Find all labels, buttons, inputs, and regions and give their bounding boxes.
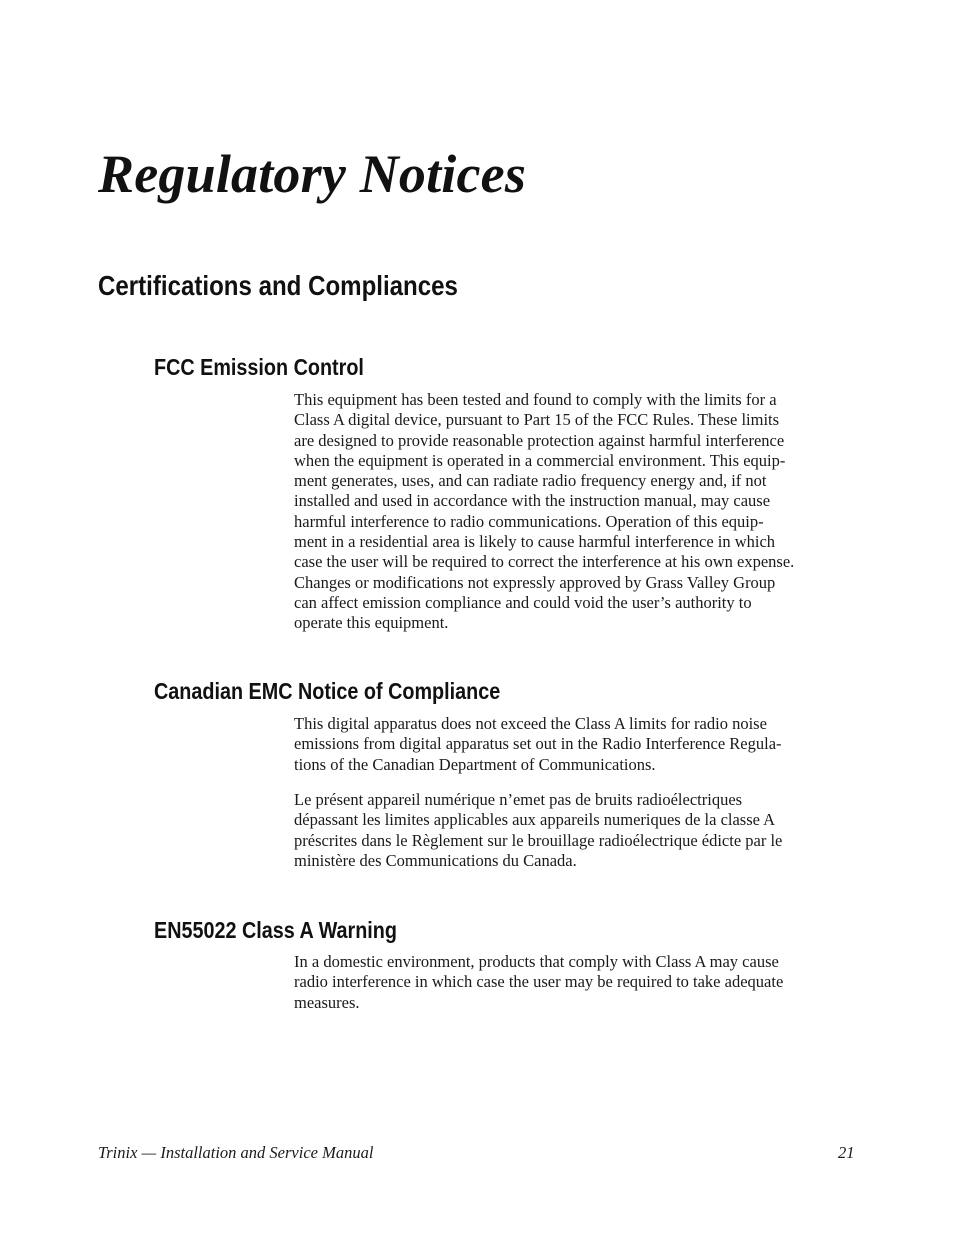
paragraph-line: emissions from digital apparatus set out in the Radio Interference Regula- bbox=[294, 734, 782, 754]
section-title: Certifications and Compliances bbox=[98, 270, 458, 301]
paragraph-line: tions of the Canadian Department of Communications. bbox=[294, 754, 656, 774]
paragraph-line: Le présent appareil numérique n’emet pas de bruits radioélectriques bbox=[294, 790, 743, 809]
paragraph-line: This digital apparatus does not exceed the Class A limits for radio noise bbox=[294, 714, 767, 733]
paragraph-line: Changes or modifications not expressly approved by Grass Valley Group bbox=[294, 572, 776, 592]
paragraph-line: installed and used in accordance with the instruction manual, may cause bbox=[294, 491, 771, 511]
paragraph-line: In a domestic environment, products that comply with Class A may cause bbox=[294, 952, 779, 971]
canadian-emc-heading: Canadian EMC Notice of Compliance bbox=[154, 678, 501, 704]
paragraph-line: dépassant les limites applicables aux appareils numeriques de la classe A bbox=[294, 810, 776, 830]
footer-page-number: 21 bbox=[838, 1143, 855, 1162]
paragraph-line: operate this equipment. bbox=[294, 613, 449, 633]
paragraph-line: ministère des Communications du Canada. bbox=[294, 850, 577, 870]
paragraph-line: préscrites dans le Règlement sur le brouillage radioélectrique édicte par le bbox=[294, 830, 783, 850]
paragraph-line: measures. bbox=[294, 992, 360, 1012]
footer-manual-title: Trinix — Installation and Service Manual bbox=[98, 1143, 374, 1162]
en55022-heading: EN55022 Class A Warning bbox=[154, 917, 397, 943]
paragraph-line: case the user will be required to correct the interference at his own expense. bbox=[294, 552, 795, 572]
canadian-french-paragraph bbox=[294, 790, 874, 871]
en55022-paragraph bbox=[294, 952, 874, 1013]
paragraph-line: harmful interference to radio communications. Operation of this equip- bbox=[294, 511, 764, 531]
paragraph-line: when the equipment is operated in a commercial environment. This equip- bbox=[294, 450, 786, 470]
page-title: Regulatory Notices bbox=[98, 144, 527, 204]
paragraph-line: ment generates, uses, and can radiate radio frequency energy and, if not bbox=[294, 471, 767, 491]
paragraph-line: radio interference in which case the user may be required to take adequate bbox=[294, 972, 784, 992]
paragraph-line: are designed to provide reasonable protection against harmful interference bbox=[294, 430, 785, 450]
fcc-paragraph bbox=[294, 390, 874, 634]
fcc-emission-control-heading: FCC Emission Control bbox=[154, 354, 364, 380]
paragraph-line: can affect emission compliance and could void the user’s authority to bbox=[294, 592, 752, 612]
paragraph-line: This equipment has been tested and found to comply with the limits for a bbox=[294, 390, 777, 409]
canadian-english-paragraph bbox=[294, 714, 874, 775]
paragraph-line: Class A digital device, pursuant to Part 15 of the FCC Rules. These limits bbox=[294, 410, 780, 430]
paragraph-line: ment in a residential area is likely to cause harmful interference in which bbox=[294, 532, 776, 552]
